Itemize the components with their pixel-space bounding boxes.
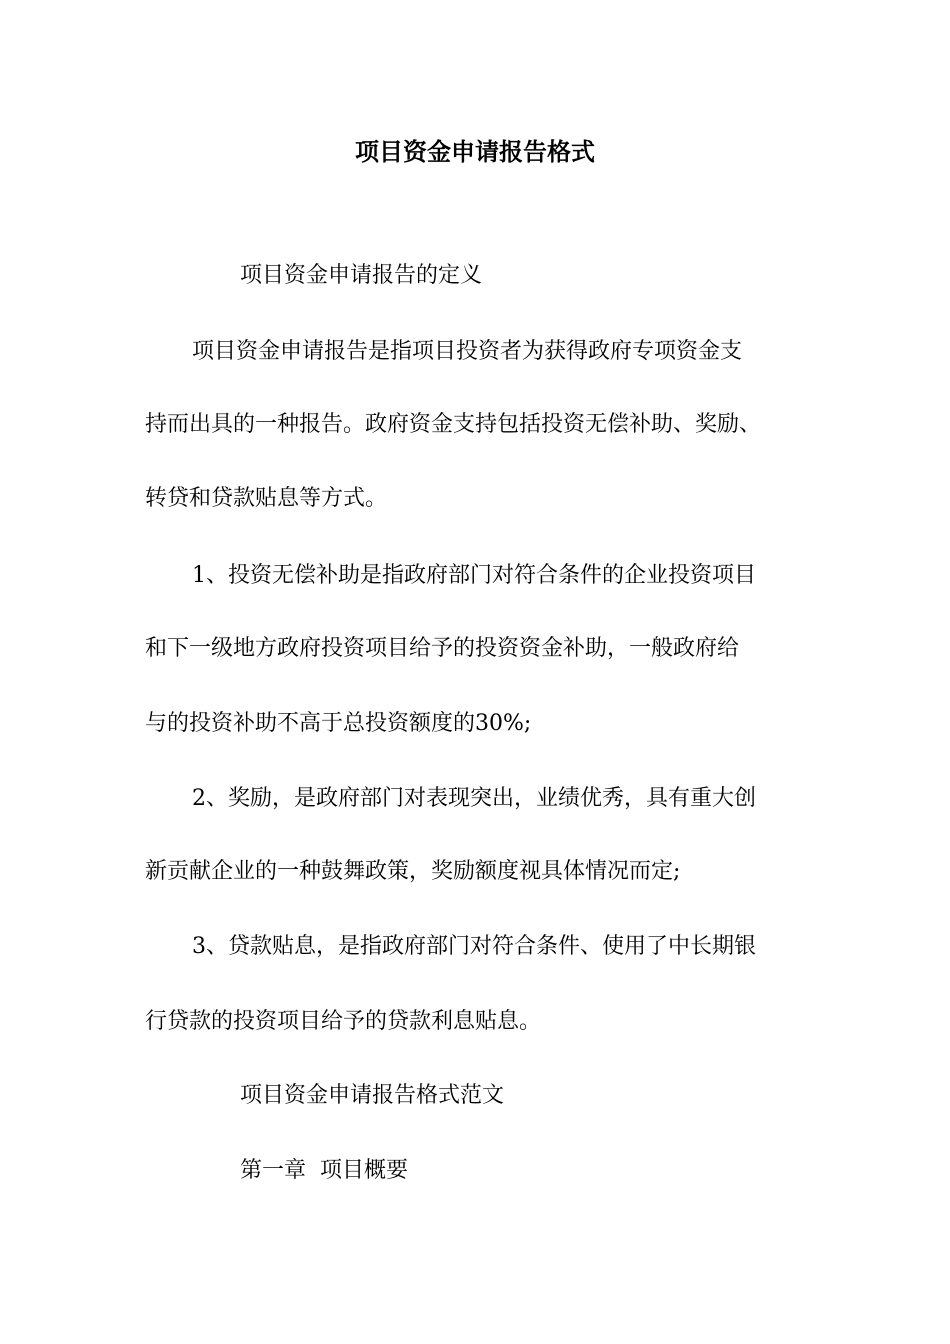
item1-line-3: 与的投资补助不高于总投资额度的30%; — [145, 711, 532, 736]
item1-line-2: 和下一级地方政府投资项目给予的投资资金补助，一般政府给 — [145, 636, 740, 661]
item2-line-1: 2、奖励，是政府部门对表现突出，业绩优秀，具有重大创 — [192, 786, 756, 811]
section-heading-template: 项目资金申请报告格式范文 — [240, 1083, 505, 1108]
intro-line-1: 项目资金申请报告是指项目投资者为获得政府专项资金支 — [192, 339, 743, 364]
item2-line-2: 新贡献企业的一种鼓舞政策，奖励额度视具体情况而定; — [145, 859, 681, 884]
intro-line-3: 转贷和贷款贴息等方式。 — [145, 486, 388, 511]
section-heading-definition: 项目资金申请报告的定义 — [240, 263, 483, 288]
item3-line-2: 行贷款的投资项目给予的贷款利息贴息。 — [145, 1009, 542, 1034]
chapter-heading: 第一章 项目概要 — [240, 1158, 408, 1183]
item1-line-1: 1、投资无偿补助是指政府部门对符合条件的企业投资项目 — [192, 563, 756, 588]
document-title: 项目资金申请报告格式 — [355, 137, 595, 166]
intro-line-2: 持而出具的一种报告。政府资金支持包括投资无偿补助、奖励、 — [145, 412, 762, 437]
item3-line-1: 3、贷款贴息，是指政府部门对符合条件、使用了中长期银 — [192, 934, 756, 959]
